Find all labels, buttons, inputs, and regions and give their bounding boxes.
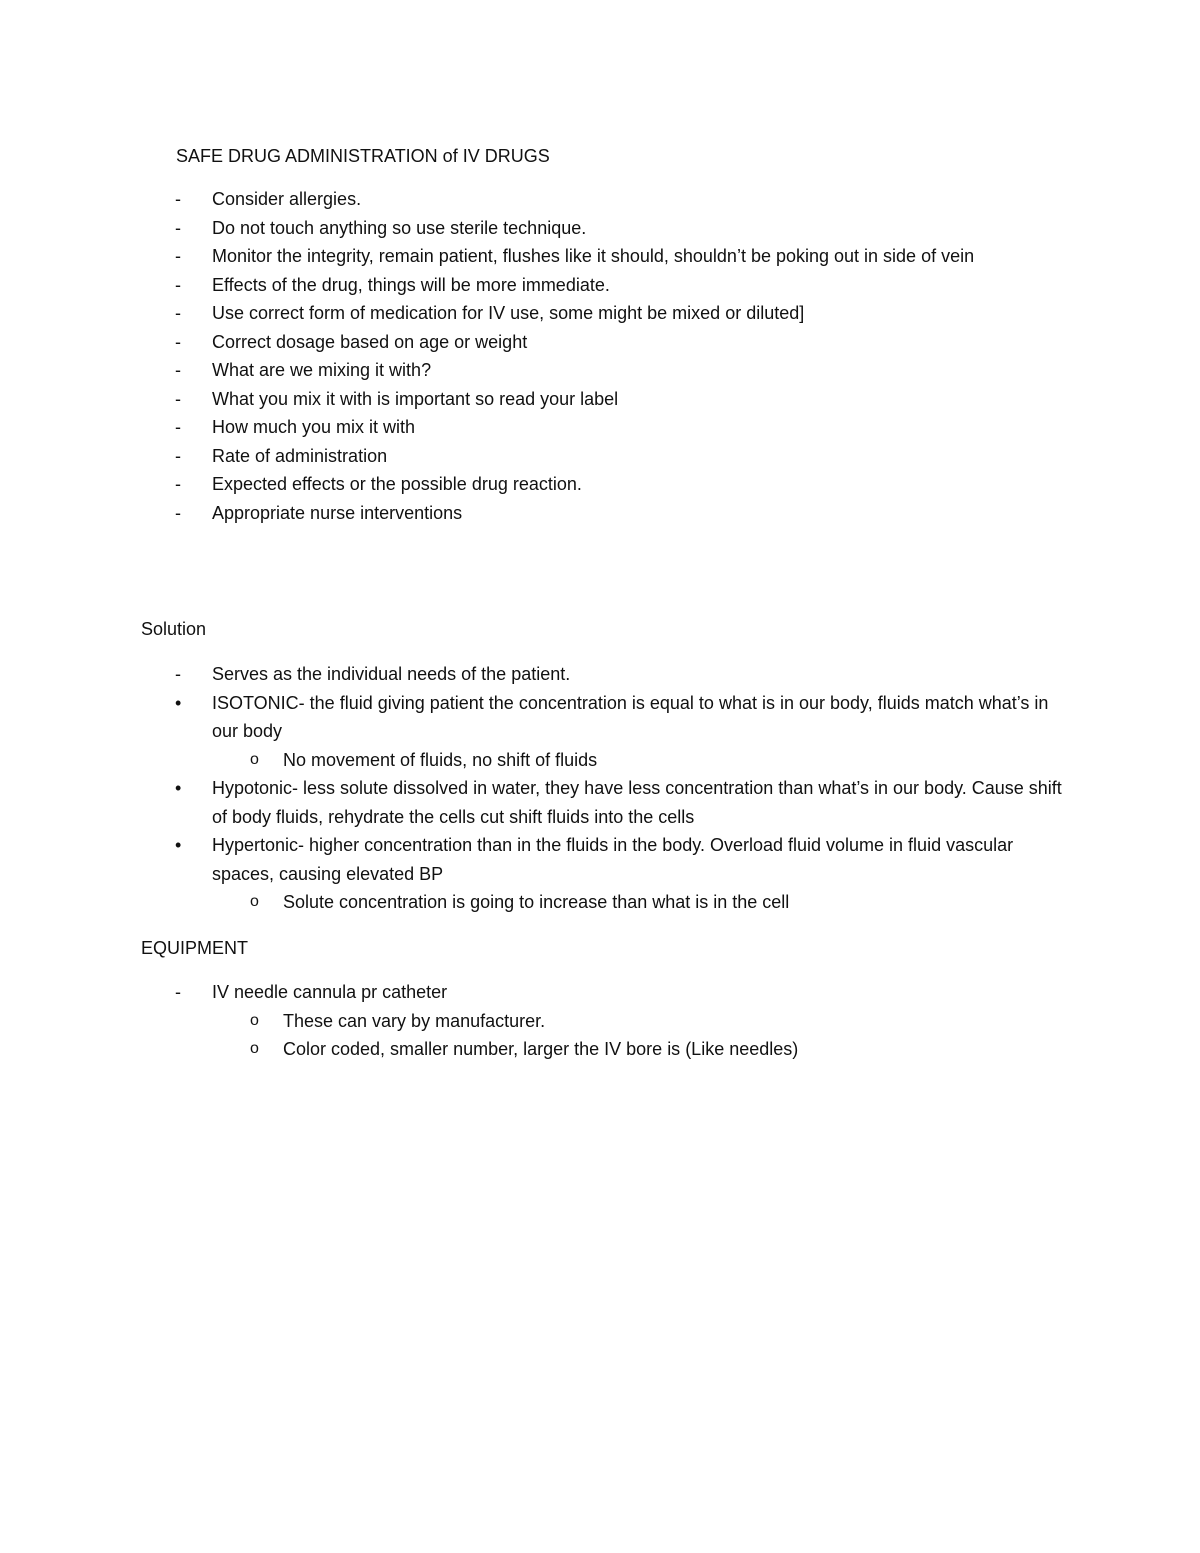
- list-item-text: Expected effects or the possible drug reaction.: [212, 474, 582, 494]
- list-item-text: Consider allergies.: [212, 189, 362, 209]
- list-item-text: These can vary by manufacturer.: [283, 1010, 546, 1031]
- list-item: [141, 978, 1143, 1007]
- list-item-text: What are we mixing it with?: [212, 360, 432, 380]
- list-item-text: Use correct form of medication for IV use, some might be mixed or diluted]: [212, 303, 805, 323]
- dash-marker: -: [175, 388, 181, 409]
- safe-drug-administration-list: [141, 185, 1072, 527]
- list-item-text: What you mix it with is important so read your label: [212, 388, 619, 409]
- dash-marker: -: [175, 274, 181, 295]
- dash-marker: -: [175, 445, 181, 466]
- list-item: [141, 442, 1072, 471]
- list-item: [141, 242, 1072, 271]
- circle-marker: o: [250, 1011, 259, 1029]
- list-item-text: How much you mix it with: [212, 417, 416, 437]
- dash-marker: -: [175, 189, 181, 209]
- list-item-text: Correct dosage based on age or weight: [212, 331, 528, 352]
- section-title-solution: Solution: [141, 619, 207, 639]
- section-title-safe-drug-administration: SAFE DRUG ADMINISTRATION of IV DRUGS: [176, 146, 550, 166]
- dash-marker: -: [175, 303, 181, 323]
- list-item: [141, 689, 1143, 746]
- list-item: [141, 888, 1143, 917]
- bullet-marker: •: [175, 692, 182, 713]
- dash-marker: -: [175, 360, 181, 380]
- list-item: [141, 1007, 1143, 1036]
- list-item-text: Solute concentration is going to increase than what is in the cell: [283, 892, 790, 912]
- list-item-text: Do not touch anything so use sterile technique.: [212, 217, 587, 238]
- list-item-text: Hypotonic- less solute dissolved in water, they have less concentration than what’s in our body. Cause shift of body fluids, rehydrate the cells cut shift fluids into the cells: [212, 778, 1062, 827]
- list-item: [141, 660, 1143, 689]
- solution-list: [141, 660, 1143, 917]
- list-item: [141, 356, 1072, 385]
- dash-marker: -: [175, 474, 181, 494]
- list-item-text: Rate of administration: [212, 445, 388, 466]
- circle-marker: o: [250, 893, 259, 910]
- list-item: [141, 774, 1143, 831]
- list-item-text: Color coded, smaller number, larger the IV bore is (Like needles): [283, 1039, 799, 1059]
- list-item: [141, 271, 1072, 300]
- list-item: [141, 328, 1072, 357]
- bullet-marker: •: [175, 835, 182, 855]
- list-item: [141, 299, 1072, 328]
- list-item-text: Monitor the integrity, remain patient, flushes like it should, shouldn’t be poking out in side of vein: [212, 246, 975, 266]
- dash-marker: -: [175, 664, 181, 684]
- list-item: [141, 1035, 1143, 1064]
- section-title-equipment: EQUIPMENT: [141, 938, 249, 958]
- list-item-text: Appropriate nurse interventions: [212, 502, 463, 523]
- list-item-text: Effects of the drug, things will be more immediate.: [212, 274, 610, 295]
- list-item: [141, 214, 1072, 243]
- bullet-marker: •: [175, 778, 182, 798]
- list-item: [141, 185, 1072, 214]
- list-item-text: No movement of fluids, no shift of fluids: [283, 749, 598, 770]
- circle-marker: o: [250, 1040, 259, 1057]
- dash-marker: -: [175, 217, 181, 238]
- list-item: [141, 413, 1072, 442]
- list-item: [141, 470, 1072, 499]
- dash-marker: -: [175, 502, 181, 523]
- list-item: [141, 746, 1143, 775]
- list-item: [141, 385, 1072, 414]
- list-item-text: Serves as the individual needs of the patient.: [212, 664, 571, 684]
- list-item: [141, 499, 1072, 528]
- circle-marker: o: [250, 750, 259, 768]
- list-item-text: Hypertonic- higher concentration than in the fluids in the body. Overload fluid volume in fluid vascular spaces, causing elevated BP: [212, 835, 1014, 884]
- list-item-text: ISOTONIC- the fluid giving patient the concentration is equal to what is in our body, fluids match what’s in our body: [212, 692, 1049, 741]
- dash-marker: -: [175, 417, 181, 437]
- list-item-text: IV needle cannula pr catheter: [212, 982, 448, 1002]
- list-item: [141, 831, 1143, 888]
- dash-marker: -: [175, 246, 181, 266]
- dash-marker: -: [175, 982, 181, 1002]
- dash-marker: -: [175, 331, 181, 352]
- equipment-list: [141, 978, 1143, 1064]
